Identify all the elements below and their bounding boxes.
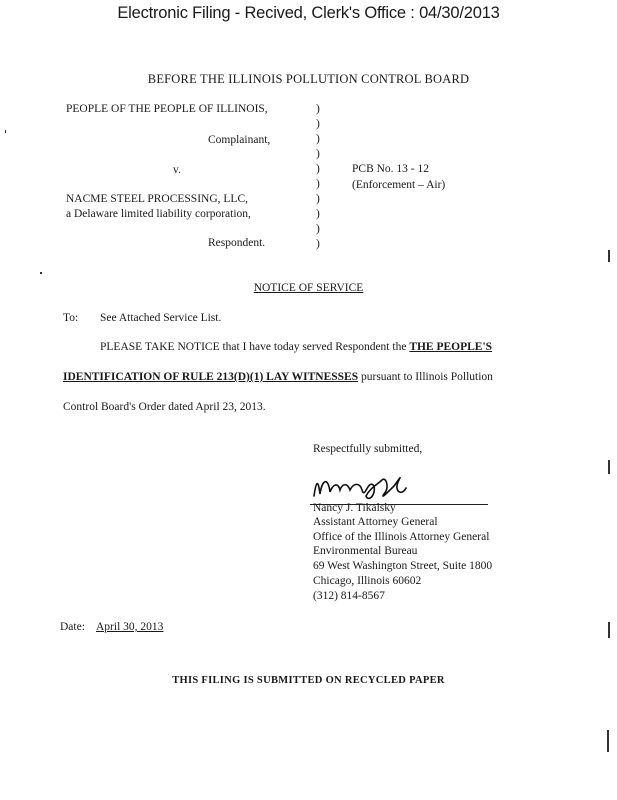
handwritten-signature — [310, 470, 488, 504]
document-title-part-1: THE PEOPLE'S — [409, 341, 493, 353]
caption-paren: ) — [316, 178, 320, 190]
scan-speck — [608, 250, 610, 262]
case-type: (Enforcement – Air) — [352, 179, 446, 191]
signer-name: Nancy J. Tikalsky — [313, 502, 396, 514]
recycled-paper-footer: THIS FILING IS SUBMITTED ON RECYCLED PAPER — [172, 675, 445, 686]
board-heading: BEFORE THE ILLINOIS POLLUTION CONTROL BOARD — [147, 72, 470, 86]
to-value: See Attached Service List. — [100, 312, 222, 324]
plaintiff-name: PEOPLE OF THE PEOPLE OF ILLINOIS, — [66, 103, 268, 115]
complainant-label: Complainant, — [208, 134, 271, 146]
caption-paren: ) — [316, 163, 320, 175]
signer-bureau: Environmental Bureau — [313, 545, 418, 557]
signer-address-1: 69 West Washington Street, Suite 1800 — [313, 560, 493, 572]
caption-paren: ) — [316, 103, 320, 115]
case-number: PCB No. 13 - 12 — [352, 163, 429, 175]
closing: Respectfully submitted, — [313, 443, 423, 455]
date-label: Date: — [60, 621, 85, 633]
filing-stamp: Electronic Filing - Recived, Clerk's Office : 04/30/2013 — [117, 4, 500, 22]
signer-phone: (312) 814-8567 — [313, 590, 385, 602]
respondent-label: Respondent. — [208, 237, 266, 249]
caption-paren: ) — [316, 238, 320, 250]
defendant-description: a Delaware limited liability corporation, — [66, 208, 251, 220]
caption-paren: ) — [316, 148, 320, 160]
caption-paren: ) — [316, 223, 320, 235]
body-line-3: Control Board's Order dated April 23, 2013. — [63, 401, 266, 413]
notice-title: NOTICE OF SERVICE — [253, 282, 364, 294]
caption-paren: ) — [316, 208, 320, 220]
body-line-2 — [63, 371, 493, 383]
caption-paren: ) — [316, 118, 320, 130]
scan-speck — [608, 460, 610, 474]
body-line-1-text: PLEASE TAKE NOTICE that I have today served Respondent the — [100, 341, 410, 353]
body-line-2-text: pursuant to Illinois Pollution — [358, 371, 493, 383]
signature-line — [310, 470, 488, 505]
document-title-part-2: IDENTIFICATION OF RULE 213(D)(1) LAY WITNESSES — [63, 371, 359, 383]
caption-paren: ) — [316, 133, 320, 145]
signer-address-2: Chicago, Illinois 60602 — [313, 575, 422, 587]
body-line-1 — [100, 341, 492, 353]
to-label: To: — [63, 312, 79, 324]
scan-speck — [5, 130, 6, 133]
signer-office: Office of the Illinois Attorney General — [313, 531, 490, 543]
signer-title: Assistant Attorney General — [313, 516, 438, 528]
versus-label: v. — [173, 164, 181, 176]
scan-speck — [607, 730, 609, 752]
date-value: April 30, 2013 — [96, 621, 164, 633]
scan-speck — [40, 272, 42, 274]
caption-paren: ) — [316, 193, 320, 205]
defendant-name: NACME STEEL PROCESSING, LLC, — [66, 193, 248, 205]
scan-speck — [608, 622, 610, 638]
